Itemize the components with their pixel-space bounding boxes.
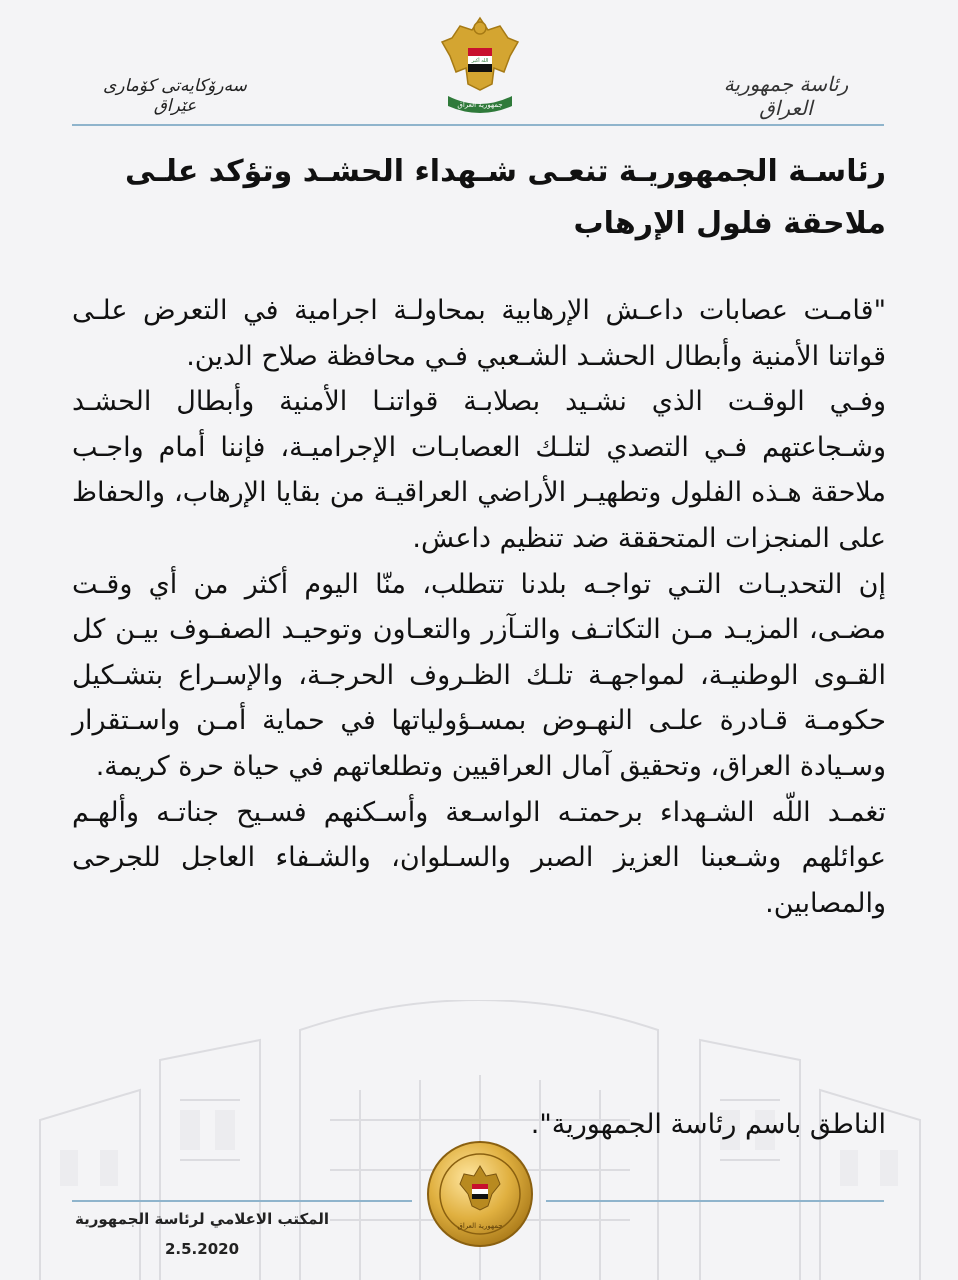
seal-text: جمهورية العراق [457, 1222, 503, 1230]
kurdish-presidency-calligraphy: سەرۆکایەتی کۆماری عێراق [103, 76, 247, 116]
statement-date: 2.5.2020 [164, 1240, 240, 1258]
footer-divider-right [546, 1200, 884, 1202]
eagle-emblem-icon [438, 12, 522, 116]
spokesperson-signature: الناطق باسم رئاسة الجمهورية". [530, 1109, 886, 1140]
footer-divider-left [72, 1200, 412, 1202]
paragraph-3: إن التحديـات التـي تواجـه بلدنا تتطلب، منّا اليوم أكثر من أي وقـت مضـى، المزيـد مـن التكاتـف والتـآزر والتعـاون وتوحيـد الصفـوف بيـن كل القـوى الوطنيـة، لمواجهـة تلـك الظـروف الحرجـة، والإسـراع بتشـكيل حكومـة قـادرة علـى النهـوض بمسـؤولياتها في حماية أمـن واسـتقرار وسـيادة العراق، وتحقيق آمال العراقيين وتطلعاتهم في حياة حرة كريمة. [72, 568, 886, 782]
emblem-ribbon-text: جمهورية العراق [457, 101, 503, 109]
statement-title: رئاسـة الجمهوريـة تنعـى شـهداء الحشـد وتؤكد علـى ملاحقة فلول الإرهاب [125, 154, 886, 241]
paragraph-2: وفـي الوقـت الذي نشـيد بصلابـة قواتنـا الأمنية وأبطال الحشـد وشـجاعتهم فـي التصدي لتلـك العصابـات الإجراميـة، فإننا أمام واجـب ملاحقة هـذه الفلول وتطهيـر الأراضي العراقيـة من بقايا الإرهاب، والحفاظ على المنجزات المتحققة ضد تنظيم داعش. [72, 386, 886, 554]
paragraph-4: تغمـد اللّه الشـهداء برحمتـه الواسـعة وأسـكنهم فسـيح جناتـه وألهـم عوائلهم وشـعبنا العزيز الصبر والسـلوان، والشـفاء العاجل للجرحى والمصابين. [72, 796, 886, 919]
gold-seal-icon [426, 1140, 534, 1248]
paragraph-1: "قامـت عصابات داعـش الإرهابية بمحاولـة اجرامية في التعرض علـى قواتنا الأمنية وأبطال الحشـد الشـعبي فـي محافظة صلاح الدين. [72, 295, 886, 372]
statement-body [72, 288, 886, 926]
header-divider [72, 124, 884, 126]
media-office-label: المكتب الاعلامي لرئاسة الجمهورية [74, 1210, 330, 1228]
presidency-calligraphy: رئاسة جمهورية العراق [723, 72, 849, 120]
emblem-motto: الله أكبر [471, 58, 489, 64]
